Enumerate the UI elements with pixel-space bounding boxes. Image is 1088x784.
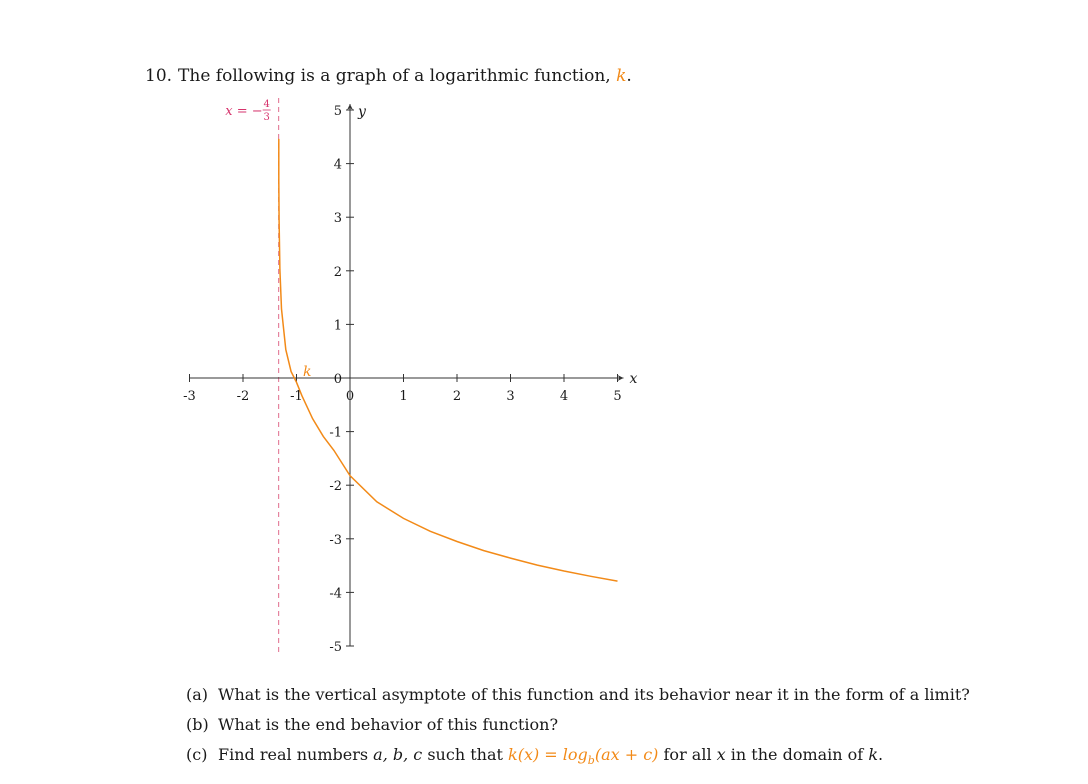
asymptote-label-denominator: 3 [263,112,270,123]
question-c-end: . [878,745,884,764]
y-axis-name: y [358,104,366,120]
y-tick-label: -5 [329,640,342,655]
y-tick-label: 4 [333,157,342,173]
x-tick-label: 3 [506,389,515,404]
problem-statement: The following is a graph of a logarithmic function, [178,66,617,86]
question-c-pre: Find real numbers [218,745,374,764]
title-period: . [626,66,632,86]
question-c-var-x: x [716,745,726,764]
x-tick-label: 0 [345,389,355,404]
y-tick-label: -3 [329,532,342,548]
question-a-text: What is the vertical asymptote of this function and its behavior near it in the form of a limit? [218,685,970,704]
question-c-mid: such that [422,745,508,764]
asymptote-label-numerator: 4 [263,99,270,110]
x-tick-label: -1 [290,389,303,404]
y-tick-label: 3 [333,211,342,227]
question-b-tag: (b) [186,715,209,734]
y-tick-label: -1 [329,425,342,441]
question-c-formula [508,745,659,768]
question-c [186,740,970,776]
question-b [186,710,970,740]
question-c-post2: in the domain of [725,745,869,764]
problem-number: 10. [145,66,173,86]
asymptote-label: x = − [225,104,263,119]
question-a-tag: (a) [186,685,209,704]
question-b-text: What is the end behavior of this function? [218,715,559,734]
y-tick-label: -2 [329,479,342,495]
x-tick-label: 5 [613,389,622,404]
curve-k [279,139,618,581]
axes [190,104,624,646]
function-name: k [616,66,627,86]
question-c-log-arg: (ax + c) [594,745,659,764]
x-tick-label: -2 [236,389,250,404]
question-c-vars: a, b, c [373,745,423,764]
x-axis-name: x [629,371,638,387]
question-a [186,680,970,710]
x-tick-label: -3 [183,389,196,404]
y-tick-label: 2 [333,264,342,280]
x-tick-label: 1 [399,389,408,404]
y-tick-label: 5 [333,104,342,119]
question-c-formula-head: k(x) = log [508,745,588,764]
curve-label: k [303,364,312,380]
question-c-post: for all [658,745,717,764]
x-tick-label: 2 [452,389,462,404]
y-tick-label: 1 [333,318,342,334]
curve-group [279,139,618,581]
y-tick-label: 0 [333,372,342,387]
y-tick-label: -4 [329,586,342,602]
question-c-end-k: k [868,745,879,764]
x-tick-label: 4 [559,389,569,404]
question-c-tag: (c) [186,745,208,764]
questions [186,680,970,776]
question-c-log-base: b [587,754,595,768]
